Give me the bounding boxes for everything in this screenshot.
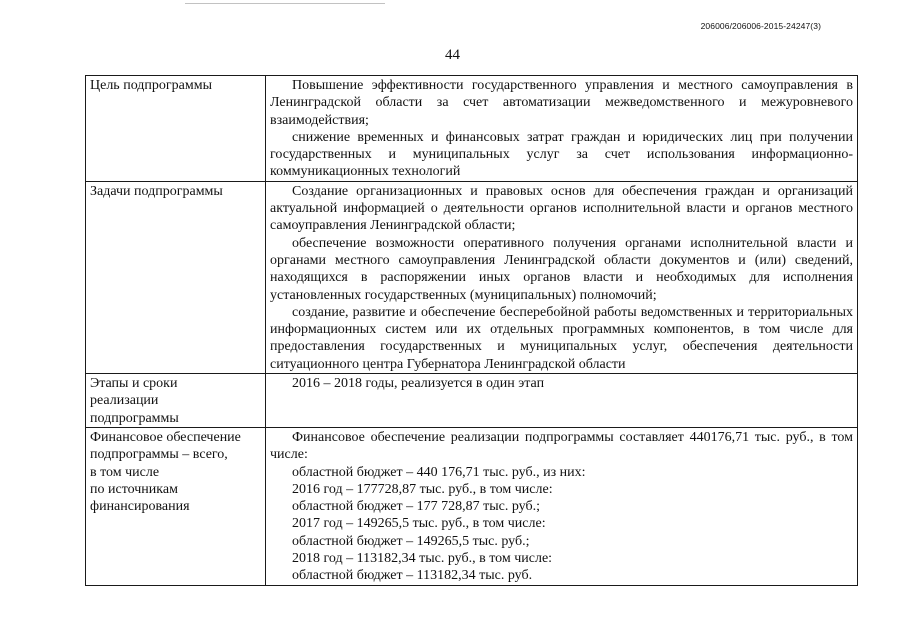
row-label-line: реализации: [90, 393, 159, 409]
financing-line: областной бюджет – 440 176,71 тыс. руб., из них:: [292, 464, 586, 480]
row-goal: [86, 76, 858, 182]
financing-line: областной бюджет – 113182,34 тыс. руб.: [292, 568, 533, 584]
row-label-line: Этапы и сроки: [90, 376, 178, 392]
value-paragraph: снижение временных и финансовых затрат граждан и юридических лиц при получении государственных и муниципальных услуг за счет использования информационно-коммуникационных технологий: [270, 129, 853, 180]
scan-artifact-line: [185, 0, 385, 4]
row-label-cell: [86, 181, 266, 373]
row-label-line: Финансовое обеспечение: [90, 429, 241, 445]
row-value-cell: [266, 374, 858, 428]
row-financing: [86, 427, 858, 585]
row-label-cell: [86, 427, 266, 585]
row-tasks: [86, 181, 858, 373]
row-label-cell: [86, 76, 266, 182]
financing-line: 2016 год – 177728,87 тыс. руб., в том числе:: [292, 481, 553, 497]
row-stages: [86, 374, 858, 428]
row-label-line: Цель подпрограммы: [90, 78, 212, 93]
row-label-line: финансирования: [90, 499, 190, 515]
row-value-cell: [266, 427, 858, 585]
row-label-line: подпрограммы: [90, 410, 179, 426]
row-value-cell: [266, 76, 858, 182]
financing-line: 2017 год – 149265,5 тыс. руб., в том числе:: [292, 516, 546, 532]
value-paragraph: Повышение эффективности государственного управления и местного самоуправления в Ленинградской области за счет автоматизации межведомственного и межуровневого взаимодействия;: [270, 78, 853, 128]
row-value-cell: [266, 181, 858, 373]
value-paragraph: Финансовое обеспечение реализации подпрограммы составляет 440176,71 тыс. руб., в том числе:: [270, 429, 853, 463]
financing-line: 2018 год – 113182,34 тыс. руб., в том числе:: [292, 551, 553, 567]
financing-line: областной бюджет – 149265,5 тыс. руб.;: [292, 533, 530, 549]
document-code: 206006/206006-2015-24247(3): [700, 21, 821, 31]
subprogram-passport-table: [85, 75, 858, 586]
row-label-line: в том числе: [90, 464, 160, 480]
value-paragraph: создание, развитие и обеспечение бесперебойной работы ведомственных и территориальных информационных систем или их отдельных программных компонентов, в том числе для предоставления государственных и муниципальных услуг, обеспечения деятельности ситуационного центра Губернатора Ленинградской области: [270, 304, 853, 372]
row-label-line: подпрограммы – всего,: [90, 447, 228, 463]
row-label-cell: [86, 374, 266, 428]
value-paragraph: Создание организационных и правовых основ для обеспечения граждан и организаций актуальной информацией о деятельности органов исполнительной власти и органов местного самоуправления Ленинградской области;: [270, 183, 853, 234]
value-paragraph: 2016 – 2018 годы, реализуется в один этап: [292, 376, 545, 392]
page-number: 44: [445, 47, 460, 63]
financing-line: областной бюджет – 177 728,87 тыс. руб.;: [292, 499, 540, 515]
row-label-line: по источникам: [90, 481, 178, 497]
row-label-line: Задачи подпрограммы: [90, 183, 223, 199]
value-paragraph: обеспечение возможности оперативного получения органами исполнительной власти и органами местного самоуправления Ленинградской области документов и (или) сведений, находящихся в распоряжении иных органов власти и необходимых для исполнения установленных государственных (муниципальных) полномочий;: [270, 235, 853, 303]
